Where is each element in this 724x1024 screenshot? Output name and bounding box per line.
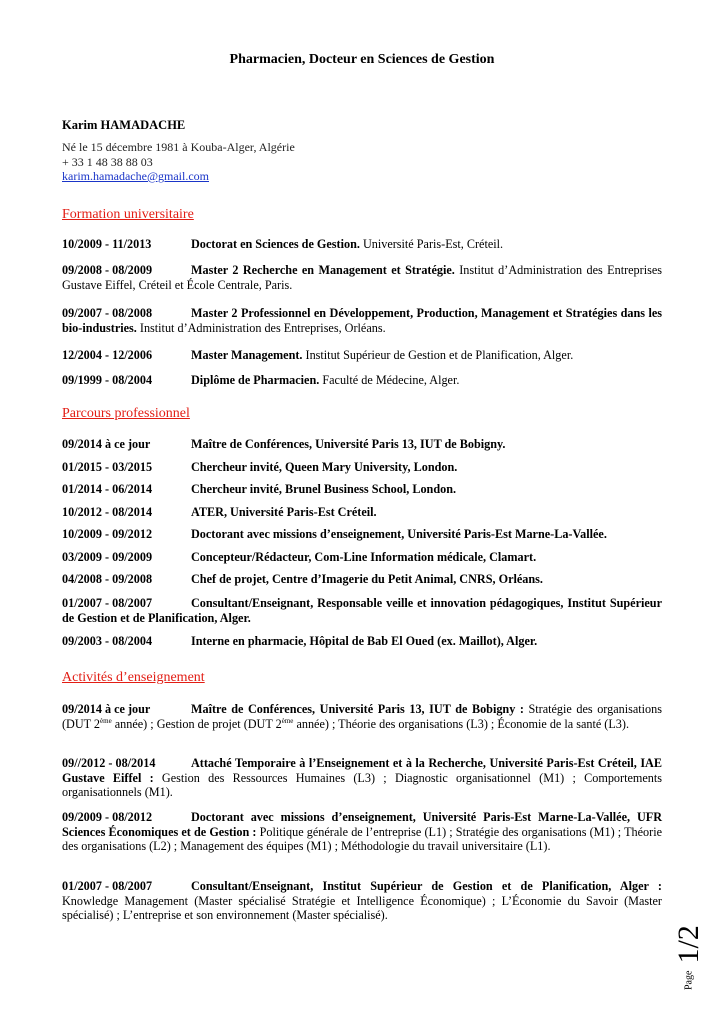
parcours-entry: [62, 527, 662, 542]
page-footer: [672, 900, 712, 990]
entry-date: 09/2007 - 08/2008: [62, 306, 153, 320]
section-heading-parcours: Parcours professionnel: [62, 406, 190, 421]
entry-date: 09/2014 à ce jour: [62, 437, 151, 451]
person-name: Karim HAMADACHE: [62, 118, 186, 132]
contact-block: [62, 140, 295, 184]
teaching-entry: [62, 810, 662, 854]
entry-detail: Gestion des Ressources Humaines (L3) ; Diagnostic organisationnel (M1) ; Comportements organisationnels (M1).: [62, 770, 662, 800]
entry-title: Maître de Conférences, Université Paris 13, IUT de Bobigny :: [191, 702, 524, 716]
entry-date: 01/2015 - 03/2015: [62, 460, 153, 474]
entry-date: 10/2009 - 11/2013: [62, 237, 152, 251]
entry-detail: Stratégie des organisations (DUT 2: [62, 702, 662, 731]
section-heading-formation: Formation universitaire: [62, 207, 194, 222]
formation-entry: [62, 373, 662, 388]
parcours-entry: [62, 460, 662, 475]
entry-title: Chercheur invité, Queen Mary University, London.: [191, 460, 458, 474]
parcours-entry: [62, 482, 662, 497]
entry-title: Doctorat en Sciences de Gestion.: [191, 237, 360, 251]
entry-detail: année) ; Gestion de projet (DUT 2: [111, 716, 282, 731]
entry-date: 03/2009 - 09/2009: [62, 550, 153, 564]
formation-entry: [62, 237, 662, 252]
entry-title: Attaché Temporaire à l’Enseignement et à la Recherche, Université Paris-Est Créteil, IAE Gustave Eiffel :: [62, 756, 662, 785]
entry-date: 09/2014 à ce jour: [62, 702, 151, 716]
entry-title: Concepteur/Rédacteur, Com-Line Information médicale, Clamart.: [191, 550, 537, 564]
teaching-entry: [62, 756, 662, 800]
entry-title: Chef de projet, Centre d’Imagerie du Petit Animal, CNRS, Orléans.: [191, 572, 543, 586]
entry-detail: Université Paris-Est, Créteil.: [359, 237, 504, 251]
entry-title: Master 2 Professionnel en Développement, Production, Management et Stratégies dans les bio-industries.: [62, 306, 662, 335]
birth-info: Né le 15 décembre 1981 à Kouba-Alger, Algérie: [62, 140, 295, 154]
entry-date: 01/2014 - 06/2014: [62, 482, 153, 496]
entry-title: Master Management.: [191, 348, 303, 362]
parcours-entry: [62, 550, 662, 565]
parcours-entry: [62, 572, 662, 587]
phone-number: + 33 1 48 38 88 03: [62, 154, 153, 169]
page-number: 1/2: [672, 925, 705, 964]
entry-date: 01/2007 - 08/2007: [62, 596, 153, 610]
entry-detail: Faculté de Médecine, Alger.: [319, 373, 460, 387]
teaching-entry: [62, 702, 662, 731]
entry-date: 10/2009 - 09/2012: [62, 527, 153, 541]
superscript: ème: [281, 716, 294, 725]
entry-title: Diplôme de Pharmacien.: [191, 373, 320, 387]
email-link[interactable]: karim.hamadache@gmail.com: [62, 169, 209, 183]
parcours-entry: [62, 437, 662, 452]
page-label: Page: [683, 970, 695, 990]
entry-date: 09/1999 - 08/2004: [62, 373, 153, 387]
entry-title: ATER, Université Paris-Est Créteil.: [191, 505, 377, 519]
entry-detail: Politique générale de l’entreprise (L1) ; Stratégie des organisations (M1) ; Théorie des organisations (L2) ; Management des équipes (M1) ; Méthodologie du travail universitaire (L1).: [62, 824, 662, 854]
entry-date: 12/2004 - 12/2006: [62, 348, 153, 362]
entry-title: Chercheur invité, Brunel Business School, London.: [191, 482, 457, 496]
parcours-entry: [62, 634, 662, 649]
entry-date: 01/2007 - 08/2007: [62, 879, 153, 893]
entry-date: 09/2009 - 08/2012: [62, 810, 153, 824]
entry-title: Master 2 Recherche en Management et Stratégie.: [191, 263, 455, 277]
entry-date: 10/2012 - 08/2014: [62, 505, 153, 519]
entry-title: Interne en pharmacie, Hôpital de Bab El Oued (ex. Maillot), Alger.: [191, 634, 538, 648]
entry-detail: Institut d’Administration des Entreprises, Orléans.: [136, 321, 386, 335]
teaching-entry: [62, 879, 662, 923]
formation-entry: [62, 348, 662, 363]
entry-detail: Institut Supérieur de Gestion et de Planification, Alger.: [302, 348, 574, 362]
entry-date: 09/2008 - 08/2009: [62, 263, 153, 277]
entry-detail: Knowledge Management (Master spécialisé Stratégie et Intelligence Économique) ; L’Économie du Savoir (Master spécialisé) ; L’entreprise et son environnement (Master spécialisé).: [62, 893, 662, 923]
superscript: ème: [100, 716, 112, 725]
entry-title: Consultant/Enseignant, Institut Supérieur de Gestion et de Planification, Alger :: [191, 879, 662, 893]
entry-detail: Institut d’Administration des Entreprises Gustave Eiffel, Créteil et École Centrale, Paris.: [62, 263, 662, 292]
formation-entry: [62, 306, 662, 336]
parcours-entry: [62, 596, 662, 626]
entry-title: Doctorant avec missions d’enseignement, Université Paris-Est Marne-La-Vallée, UFR Sciences Économiques et de Gestion :: [62, 810, 662, 839]
entry-title: Doctorant avec missions d’enseignement, Université Paris-Est Marne-La-Vallée.: [191, 527, 607, 541]
section-heading-activites: Activités d’enseignement: [62, 670, 205, 685]
entry-title: Consultant/Enseignant, Responsable veille et innovation pédagogiques, Institut Supérieur de Gestion et de Planification, Alger.: [62, 596, 662, 625]
parcours-entry: [62, 505, 662, 520]
entry-detail: année) ; Théorie des organisations (L3) ; Économie de la santé (L3).: [293, 716, 629, 731]
entry-date: 09/2003 - 08/2004: [62, 634, 153, 648]
page-title: Pharmacien, Docteur en Sciences de Gestion: [229, 52, 495, 67]
formation-entry: [62, 263, 662, 293]
entry-date: 04/2008 - 09/2008: [62, 572, 153, 586]
entry-date: 09//2012 - 08/2014: [62, 756, 156, 770]
entry-title: Maître de Conférences, Université Paris 13, IUT de Bobigny.: [191, 437, 506, 451]
